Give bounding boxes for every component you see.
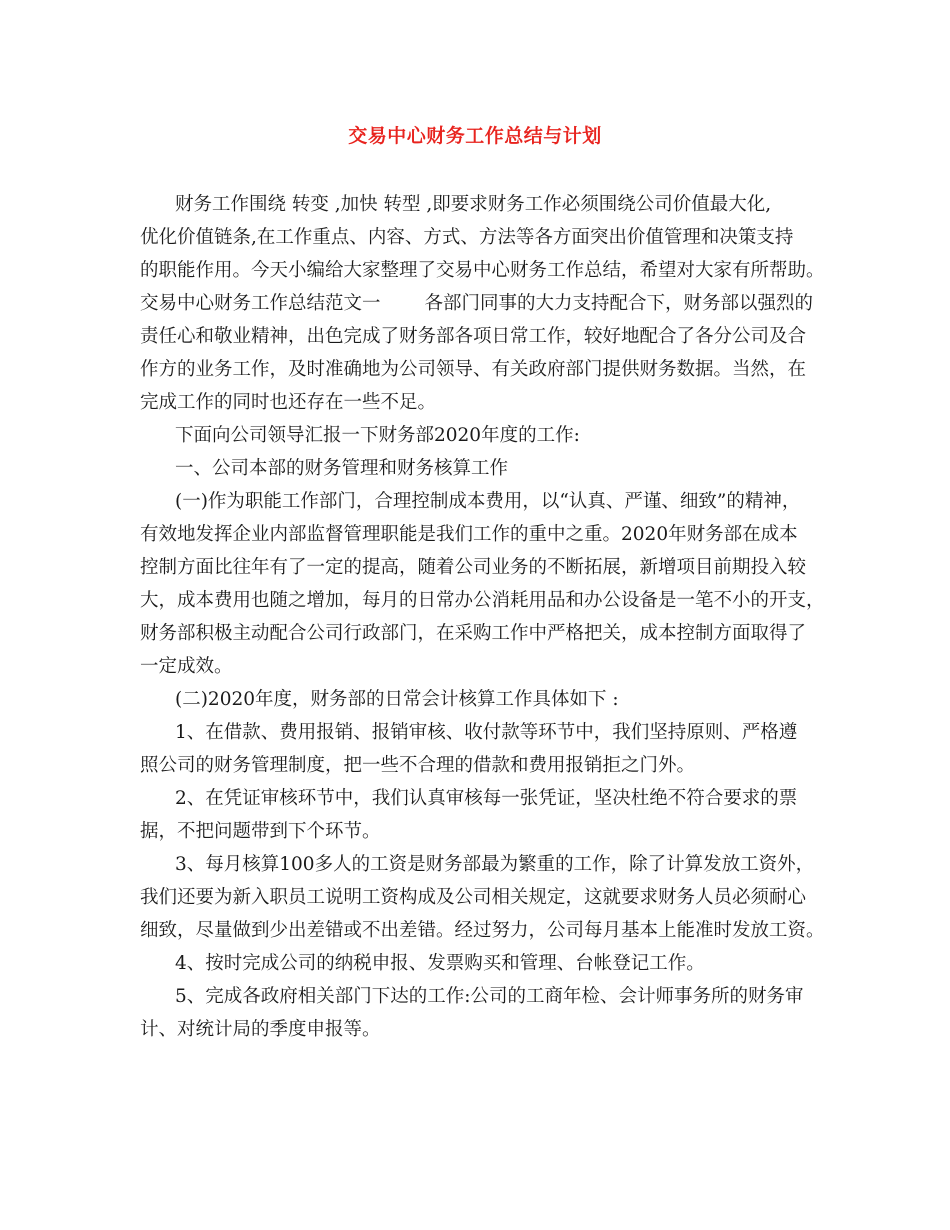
text-line: (二)2020年度，财务部的日常会计核算工作具体如下 : xyxy=(175,689,619,710)
document-title: 交易中心财务工作总结与计划 xyxy=(348,125,602,147)
text-line: 细致，尽量做到少出差错或不出差错。经过努力，公司每月基本上能准时发放工资。 xyxy=(140,920,825,941)
list-item: 5、完成各政府相关部门下达的工作:公司的工商年检、会计师事务所的财务审 xyxy=(175,986,804,1007)
text-line: (一)作为职能工作部门，合理控制成本费用，以“认真、严谨、细致”的精神， xyxy=(175,491,801,512)
text-line: 据，不把问题带到下个环节。 xyxy=(140,821,381,842)
text-line: 的职能作用。今天小编给大家整理了交易中心财务工作总结，希望对大家有所帮助。 xyxy=(140,260,825,281)
list-item: 4、按时完成公司的纳税申报、发票购买和管理、台帐登记工作。 xyxy=(175,953,705,974)
text-line: 我们还要为新入职员工说明工资构成及公司相关规定，这就要求财务人员必须耐心 xyxy=(140,887,807,908)
text-line: 财务部积极主动配合公司行政部门，在采购工作中严格把关，成本控制方面取得了 xyxy=(140,623,807,644)
text-line xyxy=(140,287,812,320)
text-line: 控制方面比往年有了一定的提高，随着公司业务的不断拓展，新增项目前期投入较 xyxy=(140,557,807,578)
text-line: 有效地发挥企业内部监督管理职能是我们工作的重中之重。2020年财务部在成本 xyxy=(140,524,798,545)
section-heading: 一、公司本部的财务管理和财务核算工作 xyxy=(175,458,509,479)
text-fragment: 各部门同事的大力支持配合下，财务部以强烈的 xyxy=(424,293,814,314)
text-line: 下面向公司领导汇报一下财务部2020年度的工作: xyxy=(175,425,580,446)
document-body xyxy=(140,188,825,1046)
text-line: 完成工作的同时也还存在一些不足。 xyxy=(140,392,437,413)
list-item: 3、每月核算100多人的工资是财务部最为繁重的工作，除了计算发放工资外， xyxy=(175,854,815,875)
text-line: 计、对统计局的季度申报等。 xyxy=(140,1019,381,1040)
text-line: 一定成效。 xyxy=(140,656,233,677)
text-line: 照公司的财务管理制度，把一些不合理的借款和费用报销拒之门外。 xyxy=(140,755,696,776)
text-line: 优化价值链条,在工作重点、内容、方式、方法等各方面突出价值管理和决策支持 xyxy=(140,227,794,248)
list-item: 1、在借款、费用报销、报销审核、收付款等环节中，我们坚持原则、严格遵 xyxy=(175,722,798,743)
text-line: 大，成本费用也随之增加，每月的日常办公消耗用品和办公设备是一笔不小的开支， xyxy=(140,590,825,611)
section-heading: 交易中心财务工作总结范文一 xyxy=(140,293,381,314)
text-line: 作方的业务工作，及时准确地为公司领导、有关政府部门提供财务数据。当然，在 xyxy=(140,359,807,380)
text-line: 责任心和敬业精神，出色完成了财务部各项日常工作，较好地配合了各分公司及合 xyxy=(140,326,807,347)
list-item: 2、在凭证审核环节中，我们认真审核每一张凭证，坚决杜绝不符合要求的票 xyxy=(175,788,798,809)
text-line: 财务工作围绕 转变 ,加快 转型 ,即要求财务工作必须围绕公司价值最大化, xyxy=(175,194,772,215)
